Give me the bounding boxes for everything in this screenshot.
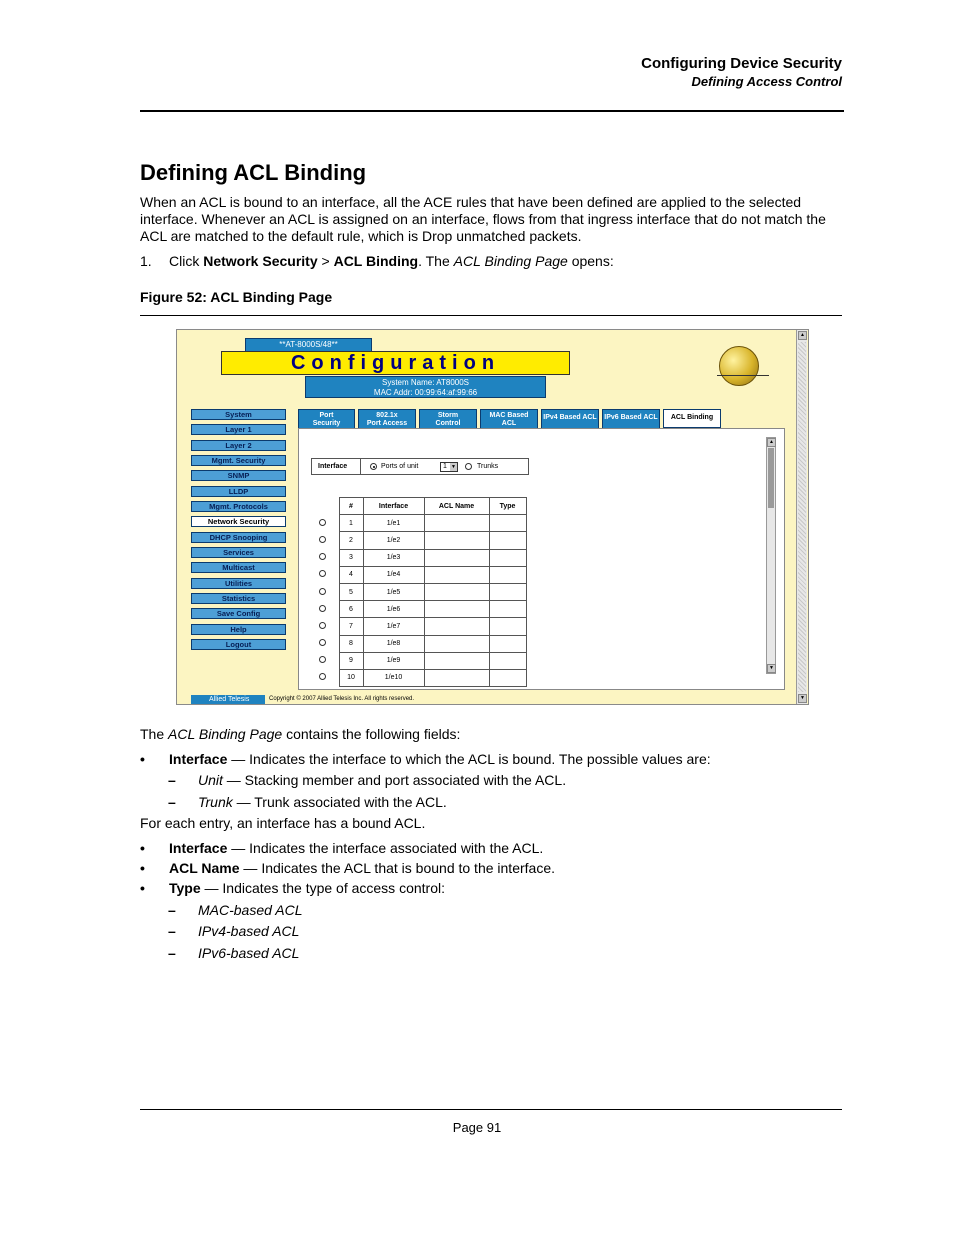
nav-item-network-security[interactable]: Network Security <box>191 516 286 527</box>
menu-network-security: Network Security <box>203 253 318 269</box>
col-interface: Interface <box>363 498 424 515</box>
bullet-icon: • <box>140 860 145 876</box>
subfield-trunk: Trunk — Trunk associated with the ACL. <box>198 794 447 810</box>
tab-ipv6-based-acl[interactable]: IPv6 Based ACL <box>602 409 660 429</box>
nav-item-help[interactable]: Help <box>191 624 286 635</box>
bullet-icon: • <box>140 840 145 856</box>
tab-mac-based-acl[interactable]: MAC Based ACL <box>480 409 538 429</box>
row-select-radio[interactable] <box>319 622 326 629</box>
acl-binding-screenshot <box>176 329 809 705</box>
tab-ipv4-based-acl[interactable]: IPv4 Based ACL <box>541 409 599 429</box>
interface-label: Interface <box>318 463 348 470</box>
bullet-icon: • <box>140 880 145 896</box>
row-select-radio[interactable] <box>319 673 326 680</box>
chevron-down-icon: ▼ <box>451 464 456 470</box>
page-number: Page 91 <box>452 1120 502 1135</box>
type-mac: MAC-based ACL <box>198 902 303 918</box>
scroll-up-icon[interactable]: ▲ <box>767 438 776 447</box>
system-info <box>305 376 546 398</box>
nav-item-save-config[interactable]: Save Config <box>191 608 286 619</box>
menu-acl-binding: ACL Binding <box>333 253 419 269</box>
content-panel <box>298 428 785 690</box>
field-interface-2: Interface — Indicates the interface associated with the ACL. <box>169 840 544 856</box>
nav-item-services[interactable]: Services <box>191 547 286 558</box>
nav-item-layer1[interactable]: Layer 1 <box>191 424 286 435</box>
unit-select[interactable]: 1 ▼ <box>440 462 458 472</box>
globe-underline <box>717 375 769 376</box>
footer-rule <box>140 1109 842 1110</box>
allied-telesis-logo: Allied Telesis <box>191 695 265 704</box>
window-scrollbar[interactable] <box>796 330 807 704</box>
col-type: Type <box>489 498 526 515</box>
tab-storm-control[interactable]: Storm Control <box>419 409 477 429</box>
table-row: 2 1/e2 <box>307 532 526 549</box>
step-1: 1. Click Network Security > ACL Binding. The ACL Binding Page opens: <box>140 253 614 269</box>
row-select-radio[interactable] <box>319 656 326 663</box>
col-acl-name: ACL Name <box>424 498 489 515</box>
acl-binding-table <box>307 497 527 687</box>
trunks-radio[interactable] <box>465 463 472 470</box>
nav-item-utilities[interactable]: Utilities <box>191 578 286 589</box>
dash-icon: – <box>168 772 176 788</box>
running-header-section: Defining Access Control <box>691 74 842 89</box>
copyright: Copyright © 2007 Allied Telesis Inc. All rights reserved. <box>269 696 415 702</box>
tab-8021x-port-access[interactable]: 802.1x Port Access <box>358 409 416 429</box>
interface-selector <box>311 458 529 475</box>
nav-item-mgmt-security[interactable]: Mgmt. Security <box>191 455 286 466</box>
col-number: # <box>339 498 363 515</box>
row-select-radio[interactable] <box>319 605 326 612</box>
nav-item-lldp[interactable]: LLDP <box>191 486 286 497</box>
fields-intro: The ACL Binding Page contains the following fields: <box>140 726 461 742</box>
table-row: 5 1/e5 <box>307 583 526 600</box>
type-ipv4: IPv4-based ACL <box>198 923 300 939</box>
nav-item-system[interactable]: System <box>191 409 286 420</box>
model-label: **AT-8000S/48** <box>245 338 372 352</box>
field-interface: Interface — Indicates the interface to which the ACL is bound. The possible values are: <box>169 751 711 767</box>
scroll-thumb[interactable] <box>768 448 774 508</box>
ports-of-unit-label: Ports of unit <box>381 463 419 470</box>
nav-item-snmp[interactable]: SNMP <box>191 470 286 481</box>
nav-item-logout[interactable]: Logout <box>191 639 286 650</box>
dash-icon: – <box>168 923 176 939</box>
table-row: 6 1/e6 <box>307 601 526 618</box>
row-select-radio[interactable] <box>319 519 326 526</box>
type-ipv6: IPv6-based ACL <box>198 945 300 961</box>
tab-acl-binding[interactable]: ACL Binding <box>663 409 721 428</box>
table-row: 10 1/e10 <box>307 669 526 686</box>
table-row: 1 1/e1 <box>307 515 526 532</box>
trunks-label: Trunks <box>477 463 499 470</box>
bullet-icon: • <box>140 751 145 767</box>
configuration-banner: Configuration <box>221 351 570 375</box>
row-select-radio[interactable] <box>319 588 326 595</box>
field-acl-name: ACL Name — Indicates the ACL that is bound to the interface. <box>169 860 555 876</box>
nav-item-dhcp-snooping[interactable]: DHCP Snooping <box>191 532 286 543</box>
row-select-radio[interactable] <box>319 570 326 577</box>
panel-scrollbar[interactable] <box>766 437 776 674</box>
entry-note: For each entry, an interface has a bound ACL. <box>140 815 426 831</box>
figure-caption: Figure 52: ACL Binding Page <box>140 289 333 305</box>
globe-icon <box>719 346 759 386</box>
row-select-radio[interactable] <box>319 553 326 560</box>
window-scroll-down-icon[interactable]: ▼ <box>798 694 807 703</box>
table-row: 8 1/e8 <box>307 635 526 652</box>
row-select-radio[interactable] <box>319 536 326 543</box>
row-select-radio[interactable] <box>319 639 326 646</box>
nav-item-mgmt-protocols[interactable]: Mgmt. Protocols <box>191 501 286 512</box>
subfield-unit: Unit — Stacking member and port associated with the ACL. <box>198 772 567 788</box>
mac-address: MAC Addr: 00:99:64:af:99:66 <box>373 388 478 397</box>
ports-radio[interactable] <box>370 463 377 470</box>
nav-item-multicast[interactable]: Multicast <box>191 562 286 573</box>
field-type: Type — Indicates the type of access control: <box>169 880 445 896</box>
running-header-chapter: Configuring Device Security <box>641 55 842 72</box>
figure-rule <box>140 315 842 316</box>
nav-menu <box>191 409 286 655</box>
dash-icon: – <box>168 794 176 810</box>
dash-icon: – <box>168 945 176 961</box>
table-row: 9 1/e9 <box>307 652 526 669</box>
table-row: 7 1/e7 <box>307 618 526 635</box>
intro-paragraph: When an ACL is bound to an interface, all the ACE rules that have been defined are applied to the selected interface. Whenever an ACL is assigned on an interface, flows from that ingress interface that do not match the ACL are matched to the default rule, which is Drop unmatched packets. <box>140 194 826 244</box>
nav-item-layer2[interactable]: Layer 2 <box>191 440 286 451</box>
system-name: System Name: AT8000S <box>382 378 469 387</box>
dash-icon: – <box>168 902 176 918</box>
tab-port-security[interactable]: Port Security <box>298 409 355 429</box>
page-footer <box>191 695 451 704</box>
nav-item-statistics[interactable]: Statistics <box>191 593 286 604</box>
table-row: 3 1/e3 <box>307 549 526 566</box>
window-scroll-thumb[interactable] <box>798 342 806 692</box>
step-number: 1. <box>140 253 152 269</box>
section-title: Defining ACL Binding <box>140 160 367 185</box>
header-rule <box>140 110 844 112</box>
window-scroll-up-icon[interactable]: ▲ <box>798 331 807 340</box>
scroll-down-icon[interactable]: ▼ <box>767 664 776 673</box>
page-name: ACL Binding Page <box>453 253 568 269</box>
table-row: 4 1/e4 <box>307 566 526 583</box>
